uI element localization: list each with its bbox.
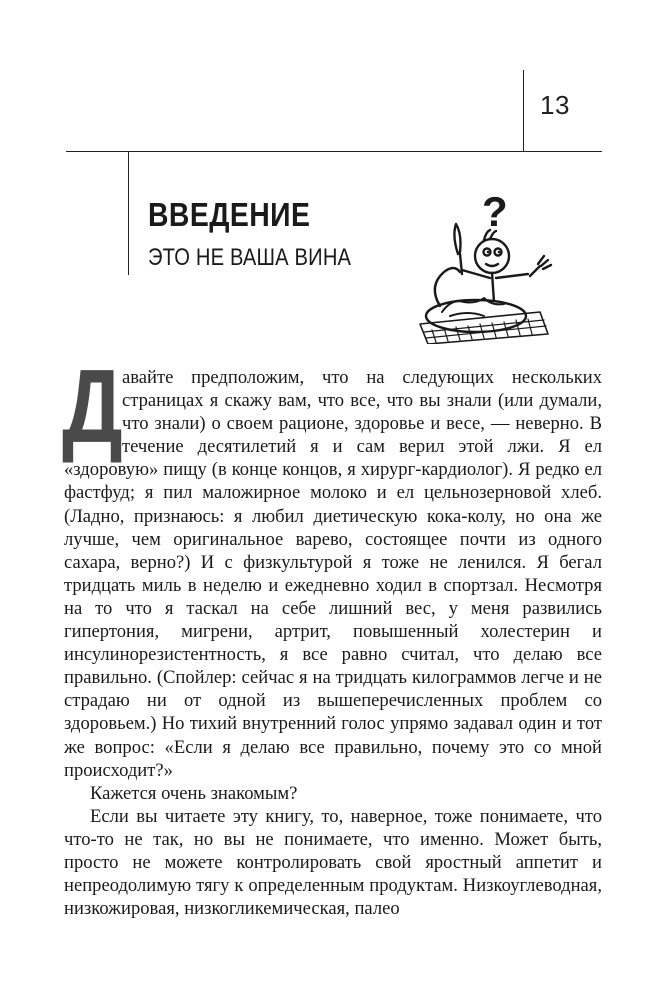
body-text xyxy=(62,349,602,920)
confused-stick-figure-with-fork-and-knife-icon xyxy=(410,184,560,344)
paragraph-3: Если вы читаете эту книгу, то, наверное, тоже понимаете, что что-то не так, но вы не понимаете, что именно. Может быть, просто не можете контролировать свой яростный аппетит и непреодолимую тягу к определенным продуктам. Низкоуглеводная, низкожировая, низкогликемическая, палео xyxy=(64,805,602,920)
drop-cap: Д xyxy=(62,349,123,465)
header-horizontal-rule xyxy=(66,151,602,152)
paragraph-2: Кажется очень знакомым? xyxy=(90,782,298,804)
chapter-subtitle: ЭТО НЕ ВАША ВИНА xyxy=(148,244,352,271)
chapter-title: ВВЕДЕНИЕ xyxy=(148,196,311,233)
title-vertical-rule-left xyxy=(128,151,129,275)
page-number: 13 xyxy=(540,90,570,120)
paragraph-1 xyxy=(62,349,602,782)
header-vertical-rule-right xyxy=(523,70,524,152)
paragraph-1-text: авайте предположим, что на следующих нескольких страницах я скажу вам, что все, что вы знали (или думали, что знали) о своем рационе, здоровье и весе, — неверно. В течение десятилетий я и сам верил этой лжи. Я ел «здоровую» пищу (в конце концов, я хирург-кардиолог). Я редко ел фастфуд; я пил маложирное молоко и ел цельнозерновой хлеб. (Ладно, признаюсь: я любил диетическую кока-колу, но она же лучше, чем оригинальное варево, состоящее почти из одного сахара, верно?) И с физкультурой я тоже не ленился. Я бегал тридцать миль в неделю и ежедневно ходил в спортзал. Несмотря на то что я таскал на себе лишний вес, у меня развились гипертония, мигрени, артрит, повышенный холестерин и инсулинорезистентность, я все равно считал, что делаю все правильно. (Спойлер: сейчас я на тридцать килограммов легче и не страдаю ни от одной из вышеперечисленных проблем со здоровьем.) Но тихий внутренний голос упрямо задавал один и тот же вопрос: «Если я делаю все правильно, почему это со мной происходит?» xyxy=(64,367,602,781)
question-mark-glyph: ? xyxy=(482,188,508,235)
